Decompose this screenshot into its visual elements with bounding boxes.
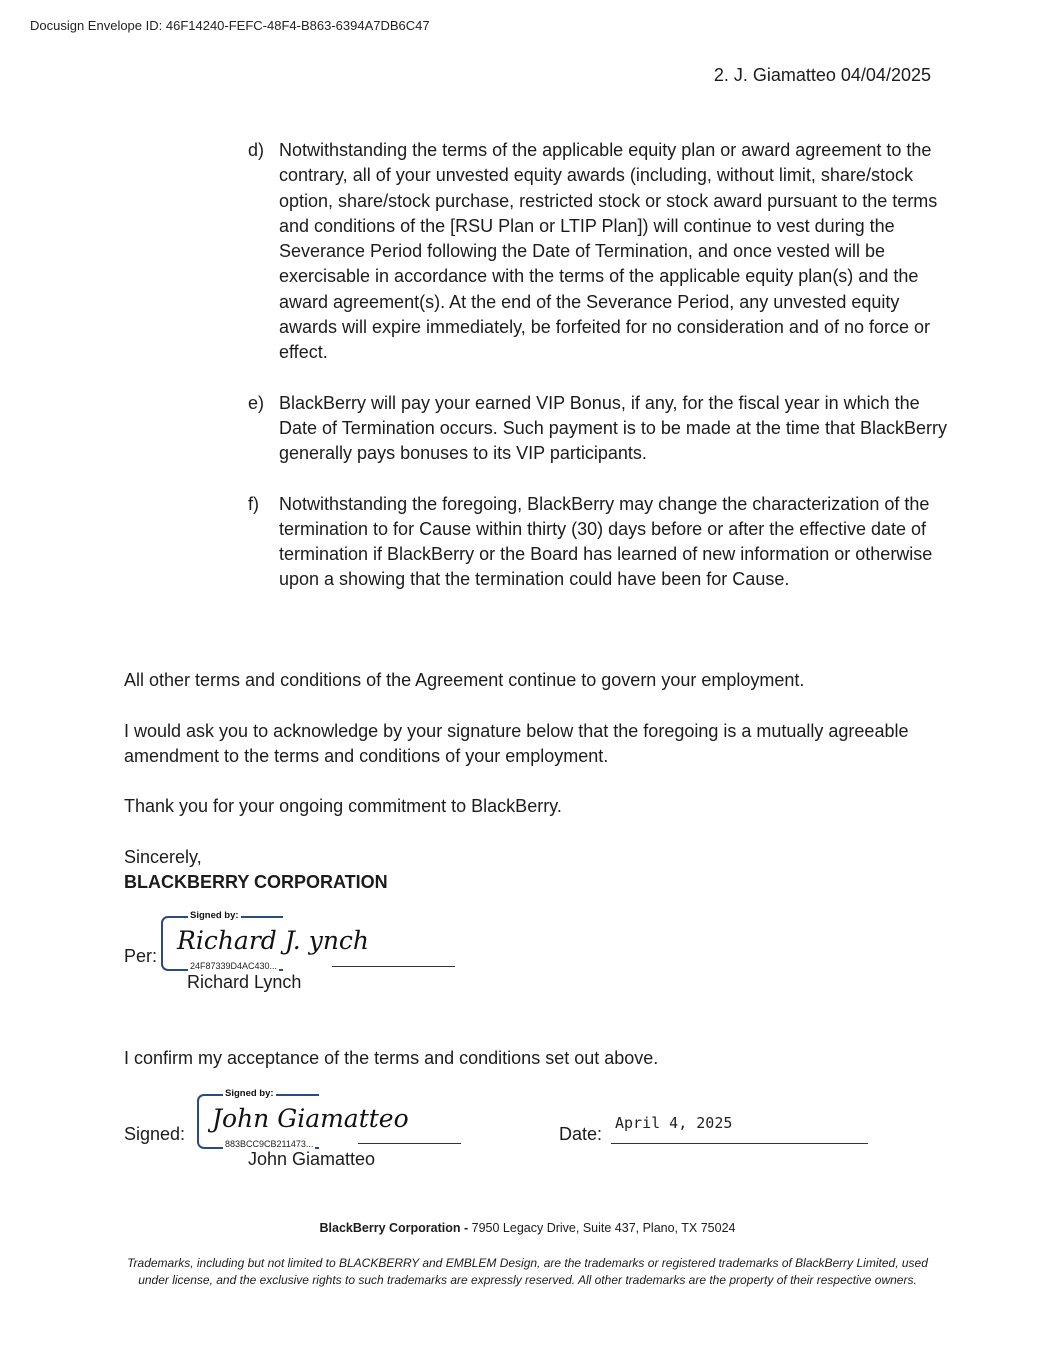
closing-salutation: Sincerely, bbox=[124, 847, 202, 867]
list-item-f bbox=[248, 492, 948, 593]
per-label: Per: bbox=[124, 946, 158, 966]
signed-by-caption: Signed by: bbox=[190, 910, 239, 921]
list-item-marker: d) bbox=[248, 140, 265, 160]
date-value[interactable]: April 4, 2025 bbox=[615, 1114, 733, 1132]
page-header: 2. J. Giamatteo 04/04/2025 bbox=[713, 65, 931, 85]
john-giamatteo-signature[interactable]: John Giamatteo bbox=[212, 1104, 409, 1133]
company-name: BLACKBERRY CORPORATION bbox=[124, 872, 388, 892]
list-item-marker: f) bbox=[248, 493, 259, 514]
date-label: Date: bbox=[559, 1124, 603, 1144]
list-item-text: Notwithstanding the terms of the applicable equity plan or award agreement to the contrary, all of your unvested equity awards (including, without limit, share/stock option, share/stock purchase, restricted stock or stock award pursuant to the terms and conditions of the [RSU Plan or LTIP Plan]) will continue to vest during the Severance Period following the Date of Termination, and once vested will be exercisable in accordance with the terms of the applicable equity plan(s) and the award agreement(s). At the end of the Severance Period, any unvested equity awards will expire immediately, be forfeited for no consideration and of no force or effect. bbox=[279, 140, 938, 363]
signer-name: Richard Lynch bbox=[187, 972, 302, 992]
docusign-envelope-id: Docusign Envelope ID: 46F14240-FEFC-48F4-B863-6394A7DB6C47 bbox=[30, 18, 430, 33]
footer-address-text: 7950 Legacy Drive, Suite 437, Plano, TX 75024 bbox=[468, 1221, 736, 1235]
amendment-items-list bbox=[248, 138, 948, 618]
confirm-paragraph: I confirm my acceptance of the terms and conditions set out above. bbox=[124, 1048, 659, 1068]
signed-by-caption: Signed by: bbox=[225, 1088, 274, 1099]
list-item-text: Notwithstanding the foregoing, BlackBerry may change the characterization of the termination to for Cause within thirty (30) days before or after the effective date of termination if BlackBerry or the Board has learned of new information or otherwise upon a showing that the termination could have been for Cause. bbox=[279, 493, 933, 590]
trademark-notice: Trademarks, including but not limited to BLACKBERRY and EMBLEM Design, are the trademarks or registered trademarks of BlackBerry Limited, used under license, and the exclusive rights to such trademarks are expressly reserved. All other trademarks are the property of their respective owners. bbox=[127, 1256, 928, 1287]
signature-hash: 24F87339D4AC430... bbox=[190, 961, 278, 971]
thanks-paragraph: Thank you for your ongoing commitment to BlackBerry. bbox=[124, 796, 562, 816]
signed-label: Signed: bbox=[124, 1124, 186, 1144]
list-item-text: BlackBerry will pay your earned VIP Bonus, if any, for the fiscal year in which the Date of Termination occurs. Such payment is to be made at the time that BlackBerry generally pays bonuses to its VIP participants. bbox=[279, 392, 947, 464]
terms-paragraph: All other terms and conditions of the Agreement continue to govern your employment. bbox=[124, 670, 805, 690]
acknowledge-paragraph: I would ask you to acknowledge by your signature below that the foregoing is a mutually agreeable amendment to the terms and conditions of your employment. bbox=[124, 721, 909, 767]
footer-company: BlackBerry Corporation - bbox=[319, 1221, 469, 1235]
footer-address bbox=[0, 1221, 1055, 1235]
list-item-e bbox=[248, 391, 948, 467]
list-item-d bbox=[248, 138, 948, 366]
signature-line bbox=[332, 966, 455, 967]
signature-hash: 883BCC9CB211473... bbox=[225, 1139, 314, 1149]
date-line bbox=[611, 1143, 868, 1144]
signer-name: John Giamatteo bbox=[248, 1149, 376, 1169]
signature-line bbox=[358, 1143, 461, 1144]
richard-lynch-signature[interactable]: Richard J. ynch bbox=[177, 926, 370, 955]
list-item-marker: e) bbox=[248, 392, 265, 413]
